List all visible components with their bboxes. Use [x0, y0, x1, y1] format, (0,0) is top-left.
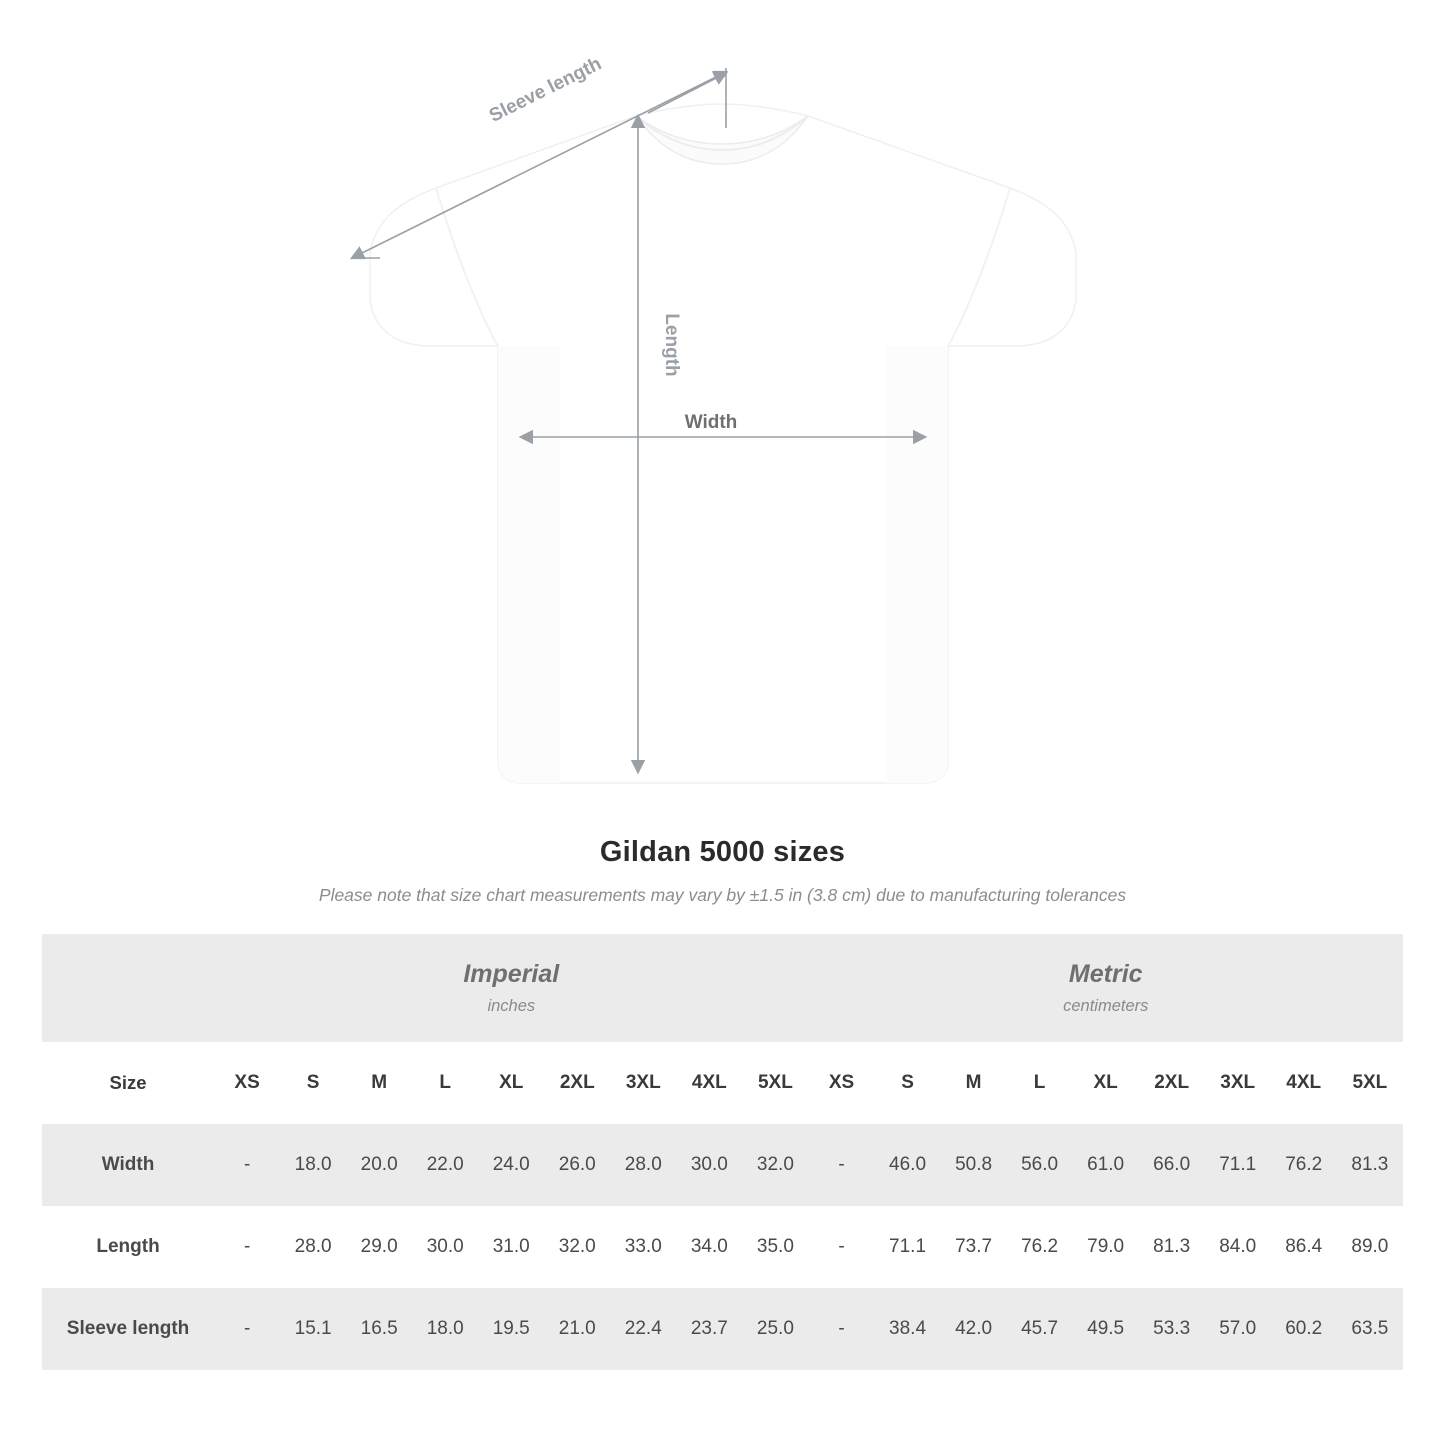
cell-width-imperial-5xl: 32.0 — [742, 1124, 808, 1206]
cell-sleeve-metric-3xl: 57.0 — [1205, 1288, 1271, 1370]
size-header-metric-5xl: 5XL — [1337, 1042, 1403, 1124]
cell-length-imperial-s: 28.0 — [280, 1206, 346, 1288]
unit-sub-imperial: inches — [487, 997, 536, 1015]
width-label: Width — [684, 412, 738, 433]
cell-length-imperial-m: 29.0 — [346, 1206, 412, 1288]
size-header-imperial-2xl: 2XL — [544, 1042, 610, 1124]
cell-length-metric-m: 73.7 — [941, 1206, 1007, 1288]
cell-sleeve-imperial-2xl: 21.0 — [544, 1288, 610, 1370]
size-header-metric-xs: XS — [808, 1042, 874, 1124]
unit-header-spacer — [42, 934, 214, 1042]
cell-sleeve-imperial-xs: - — [214, 1288, 280, 1370]
cell-sleeve-metric-xs: - — [808, 1288, 874, 1370]
table-row — [42, 1206, 1403, 1288]
cell-sleeve-metric-l: 45.7 — [1007, 1288, 1073, 1370]
unit-name-imperial: Imperial — [463, 960, 560, 988]
size-header-imperial-5xl: 5XL — [742, 1042, 808, 1124]
cell-length-imperial-l: 30.0 — [412, 1206, 478, 1288]
cell-length-imperial-xl: 31.0 — [478, 1206, 544, 1288]
cell-sleeve-metric-s: 38.4 — [875, 1288, 941, 1370]
size-table — [42, 934, 1403, 1370]
cell-sleeve-metric-2xl: 53.3 — [1139, 1288, 1205, 1370]
cell-sleeve-metric-xl: 49.5 — [1073, 1288, 1139, 1370]
cell-width-metric-s: 46.0 — [875, 1124, 941, 1206]
cell-width-metric-xs: - — [808, 1124, 874, 1206]
unit-header-imperial — [214, 934, 808, 1042]
cell-length-imperial-5xl: 35.0 — [742, 1206, 808, 1288]
row-label-sleeve-length: Sleeve length — [42, 1288, 214, 1370]
cell-sleeve-imperial-5xl: 25.0 — [742, 1288, 808, 1370]
cell-width-imperial-4xl: 30.0 — [676, 1124, 742, 1206]
cell-sleeve-metric-4xl: 60.2 — [1271, 1288, 1337, 1370]
size-header-imperial-4xl: 4XL — [676, 1042, 742, 1124]
table-row — [42, 1288, 1403, 1370]
unit-header-row — [42, 934, 1403, 1042]
size-header-metric-4xl: 4XL — [1271, 1042, 1337, 1124]
size-header-metric-s: S — [875, 1042, 941, 1124]
cell-length-metric-3xl: 84.0 — [1205, 1206, 1271, 1288]
length-label: Length — [661, 313, 682, 377]
cell-sleeve-metric-5xl: 63.5 — [1337, 1288, 1403, 1370]
cell-width-imperial-m: 20.0 — [346, 1124, 412, 1206]
size-header-metric-l: L — [1007, 1042, 1073, 1124]
size-header-imperial-xs: XS — [214, 1042, 280, 1124]
cell-sleeve-metric-m: 42.0 — [941, 1288, 1007, 1370]
size-header-imperial-l: L — [412, 1042, 478, 1124]
cell-width-metric-m: 50.8 — [941, 1124, 1007, 1206]
tshirt-shape — [370, 104, 1076, 783]
cell-width-metric-4xl: 76.2 — [1271, 1124, 1337, 1206]
cell-width-metric-5xl: 81.3 — [1337, 1124, 1403, 1206]
unit-name-metric: Metric — [1068, 960, 1143, 988]
table-row — [42, 1124, 1403, 1206]
cell-width-metric-l: 56.0 — [1007, 1124, 1073, 1206]
cell-length-metric-xl: 79.0 — [1073, 1206, 1139, 1288]
size-header-row — [42, 1042, 1403, 1124]
cell-width-imperial-3xl: 28.0 — [610, 1124, 676, 1206]
cell-length-imperial-3xl: 33.0 — [610, 1206, 676, 1288]
cell-width-metric-xl: 61.0 — [1073, 1124, 1139, 1206]
unit-sub-metric: centimeters — [1063, 997, 1149, 1015]
cell-width-imperial-xs: - — [214, 1124, 280, 1206]
cell-width-imperial-l: 22.0 — [412, 1124, 478, 1206]
cell-length-metric-2xl: 81.3 — [1139, 1206, 1205, 1288]
cell-width-imperial-s: 18.0 — [280, 1124, 346, 1206]
cell-sleeve-imperial-m: 16.5 — [346, 1288, 412, 1370]
size-header-imperial-3xl: 3XL — [610, 1042, 676, 1124]
size-table-wrapper — [42, 934, 1403, 1370]
cell-sleeve-imperial-4xl: 23.7 — [676, 1288, 742, 1370]
cell-length-metric-l: 76.2 — [1007, 1206, 1073, 1288]
title-block — [0, 836, 1445, 906]
size-header-metric-3xl: 3XL — [1205, 1042, 1271, 1124]
cell-length-imperial-2xl: 32.0 — [544, 1206, 610, 1288]
cell-length-metric-s: 71.1 — [875, 1206, 941, 1288]
cell-sleeve-imperial-s: 15.1 — [280, 1288, 346, 1370]
cell-length-metric-4xl: 86.4 — [1271, 1206, 1337, 1288]
cell-sleeve-imperial-xl: 19.5 — [478, 1288, 544, 1370]
size-header-imperial-m: M — [346, 1042, 412, 1124]
row-label-width: Width — [42, 1124, 214, 1206]
size-header-metric-xl: XL — [1073, 1042, 1139, 1124]
cell-length-metric-xs: - — [808, 1206, 874, 1288]
cell-length-metric-5xl: 89.0 — [1337, 1206, 1403, 1288]
size-header-imperial-xl: XL — [478, 1042, 544, 1124]
cell-length-imperial-xs: - — [214, 1206, 280, 1288]
size-header-label: Size — [42, 1042, 214, 1124]
cell-width-metric-2xl: 66.0 — [1139, 1124, 1205, 1206]
size-header-imperial-s: S — [280, 1042, 346, 1124]
unit-header-metric — [808, 934, 1403, 1042]
cell-width-metric-3xl: 71.1 — [1205, 1124, 1271, 1206]
cell-sleeve-imperial-3xl: 22.4 — [610, 1288, 676, 1370]
row-label-length: Length — [42, 1206, 214, 1288]
size-header-metric-m: M — [941, 1042, 1007, 1124]
page-title: Gildan 5000 sizes — [599, 836, 846, 868]
cell-width-imperial-xl: 24.0 — [478, 1124, 544, 1206]
cell-width-imperial-2xl: 26.0 — [544, 1124, 610, 1206]
sleeve-length-label: Sleeve length — [486, 53, 606, 127]
tolerance-note: Please note that size chart measurements may vary by ±1.5 in (3.8 cm) due to manufacturing tolerances — [318, 885, 1127, 905]
cell-sleeve-imperial-l: 18.0 — [412, 1288, 478, 1370]
size-header-metric-2xl: 2XL — [1139, 1042, 1205, 1124]
cell-length-imperial-4xl: 34.0 — [676, 1206, 742, 1288]
